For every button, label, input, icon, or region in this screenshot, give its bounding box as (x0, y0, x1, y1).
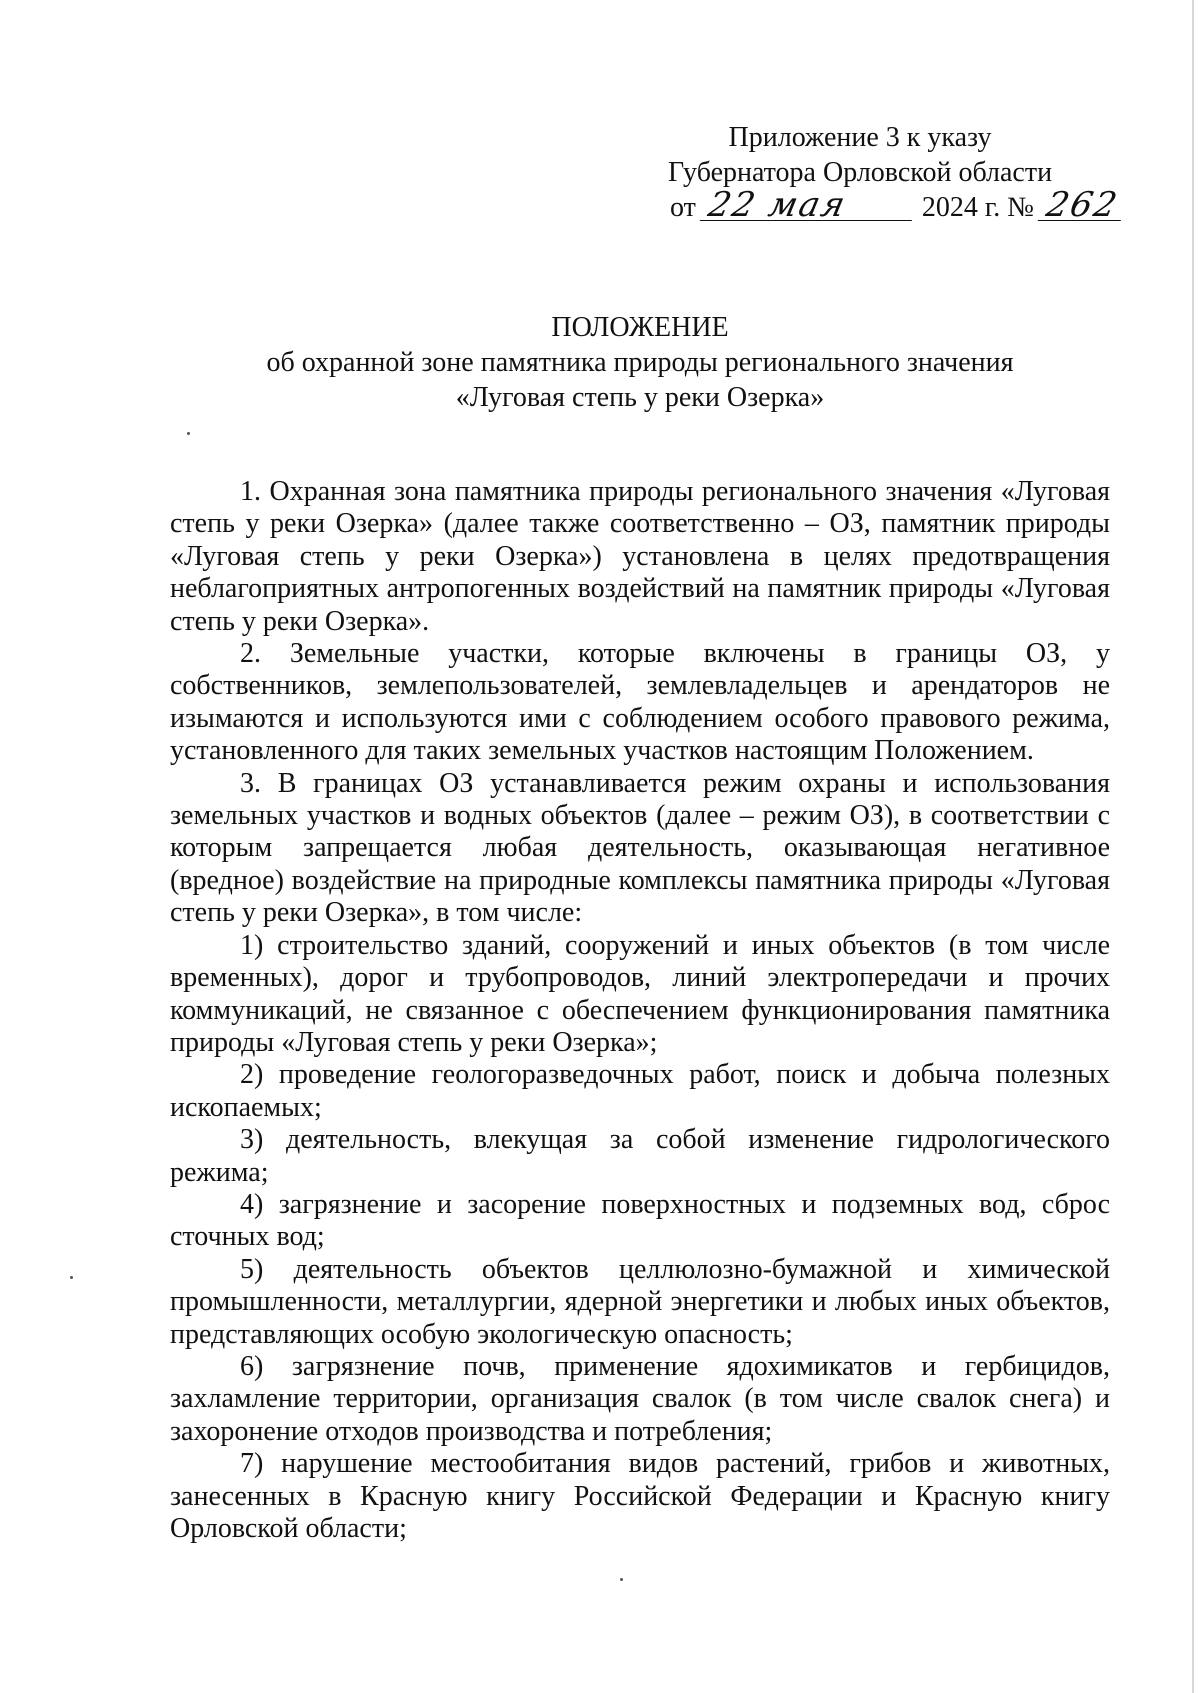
date-prefix: от (670, 192, 696, 223)
list-item-6: 6) загрязнение почв, применение ядохимикатов и гербицидов, захламление территории, организация свалок (в том числе свалок снега) и захоронение отходов производства и потребления; (170, 1350, 1110, 1447)
appendix-reference (600, 120, 1123, 225)
appendix-line-2: Губернатора Орловской области (667, 157, 1053, 188)
document-title (170, 310, 1110, 415)
list-item-7: 7) нарушение местообитания видов растений, грибов и животных, занесенных в Красную книгу Российской Федерации и Красную книгу Орловской области; (170, 1448, 1110, 1544)
title-heading: ПОЛОЖЕНИЕ (551, 312, 729, 343)
paragraph-2: 2. Земельные участки, которые включены в границы ОЗ, у собственников, землепользователей, землевладельцев и арендаторов не изымаются и используются ими с соблюдением особого правового режима, установленного для таких земельных участков настоящим Положением. (170, 638, 1110, 767)
list-item-3: 3) деятельность, влекущая за собой изменение гидрологического режима; (170, 1124, 1110, 1188)
scan-speck (620, 1578, 623, 1581)
scan-edge-line (1192, 0, 1194, 1693)
handwritten-date: 22 мая (700, 190, 919, 221)
year-and-number-label: 2024 г. № (921, 192, 1034, 223)
handwritten-number: 262 (1038, 190, 1127, 221)
paragraph-1: 1. Охранная зона памятника природы регионального значения «Луговая степь у реки Озерка» (далее также соответственно – ОЗ, памятник природы «Луговая степь у реки Озерка») установлена в целях предотвращения неблагоприятных антропогенных воздействий на памятник природы «Луговая степь у реки Озерка». (170, 476, 1110, 637)
scan-speck (187, 432, 190, 435)
paragraph-3: 3. В границах ОЗ устанавливается режим охраны и использования земельных участков и водных объектов (далее – режим ОЗ), в соответствии с которым запрещается любая деятельность, оказывающая негативное (вредное) воздействие на природные комплексы памятника природы «Луговая степь у реки Озерка», в том числе: (170, 767, 1110, 929)
title-line-3: «Луговая степь у реки Озерка» (455, 382, 825, 413)
appendix-line-1: Приложение 3 к указу (728, 122, 992, 153)
list-item-5: 5) деятельность объектов целлюлозно-бумажной и химической промышленности, металлургии, ядерной энергетики и любых иных объектов, представляющих особую экологическую опасность; (170, 1253, 1110, 1350)
title-line-2: об охранной зоне памятника природы регионального значения (266, 347, 1014, 378)
list-item-1: 1) строительство зданий, сооружений и иных объектов (в том числе временных), дорог и трубопроводов, линий электропередачи и прочих коммуникаций, не связанное с обеспечением функционирования памятника природы «Луговая степь у реки Озерка»; (170, 929, 1110, 1058)
scan-speck (70, 1276, 73, 1279)
document-body (170, 476, 1110, 1545)
list-item-2: 2) проведение геологоразведочных работ, поиск и добыча полезных ископаемых; (170, 1059, 1110, 1123)
list-item-4: 4) загрязнение и засорение поверхностных и подземных вод, сброс сточных вод; (170, 1188, 1110, 1253)
appendix-date-number-line (600, 185, 1123, 225)
